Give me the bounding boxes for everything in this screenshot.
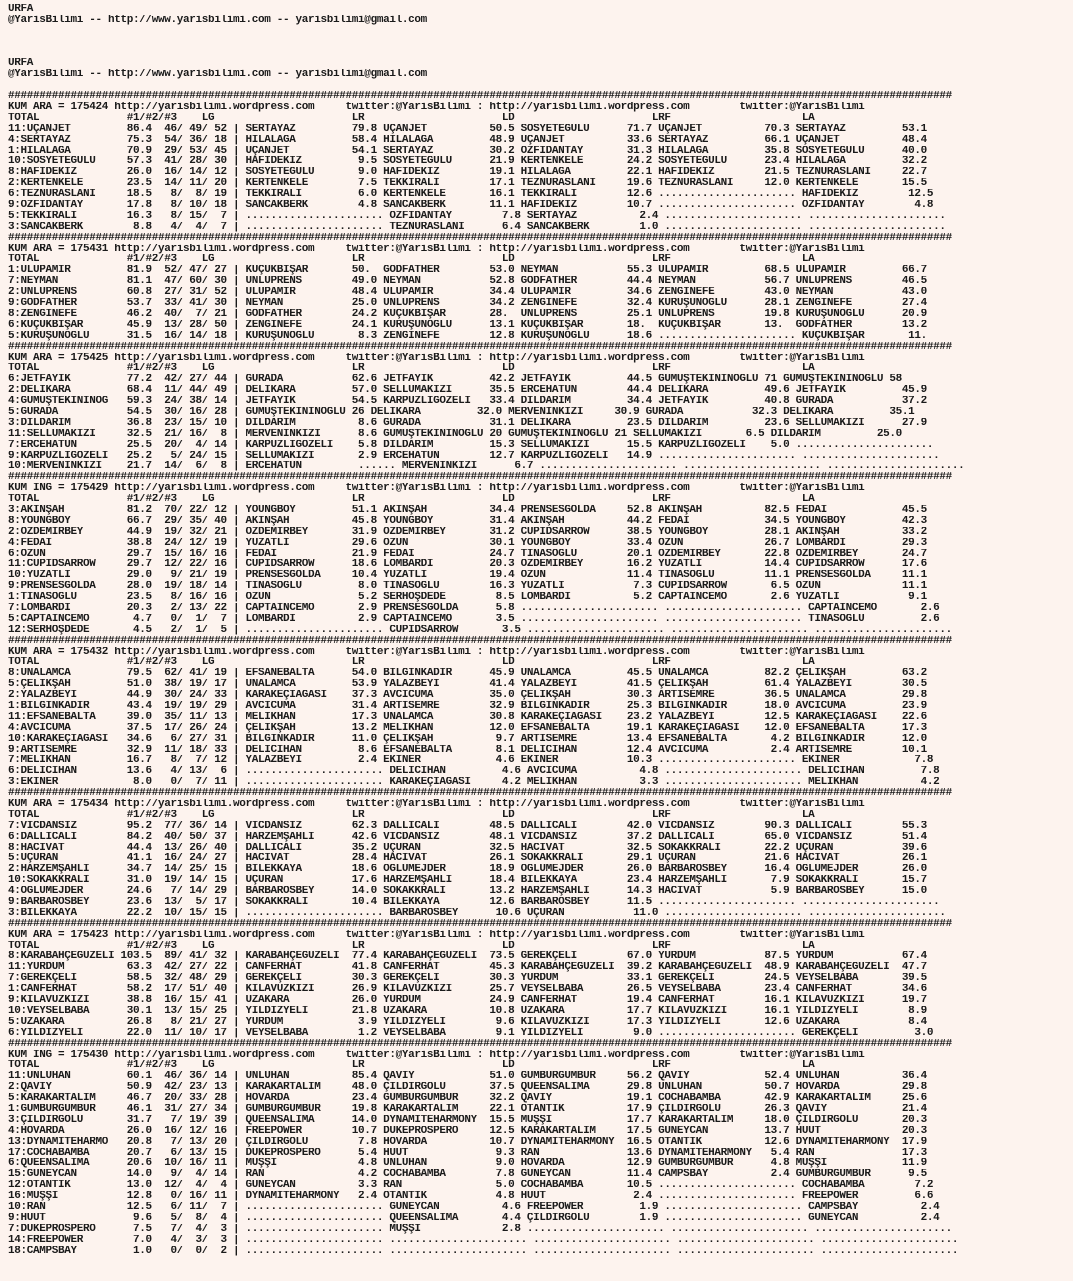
report-line: 3:DİLDARIM 36.8 23/ 15/ 10 | DİLDARIM 8.6 GURADA 31.1 DELİKARA 23.5 DİLDARIM 23.6 SELLUMAKIZI 27.9 xyxy=(8,417,927,429)
report-line: KUM ARA = 175431 http://yarisbilimi.wordpress.com twitter:@YarisBilimi : http://yarisbilimi.wordpress.com twitter:@YarisBilimi xyxy=(8,243,865,255)
report-line: ####################################################################################################################################################### xyxy=(8,91,952,103)
report-line: 16:MUŞŞI 12.8 0/ 16/ 11 | DYNAMITEHARMONY 2.4 OTANTİK 4.8 HUUT 2.4 ...................... FREEPOWER 6.6 xyxy=(8,1191,934,1202)
report-line: 6:QUEENSALIMA 20.6 10/ 16/ 11 | MUŞŞI 4.8 ÜNLÜHAN 9.0 HOVARDA 12.9 GÜMBÜRGÜMBÜR 4.8 MUŞŞI 11.9 xyxy=(8,1158,927,1170)
report-line: 3:AKINŞAH 81.2 70/ 22/ 12 | YOUNGBOY 51.1 AKINŞAH 34.4 PRENSESGOLDA 52.8 AKINŞAH 82.5 FEDAİ 45.5 xyxy=(8,504,927,516)
report-line: 15:GÜNEYCAN 14.0 9/ 4/ 14 | RAN 4.2 COCHABAMBA 7.8 GÜNEYCAN 11.4 CAMPSBAY 2.4 GÜMBÜRGÜMBÜR 9.5 xyxy=(8,1169,927,1181)
report-line: 8:KARABAHÇEGÜZELİ 103.5 89/ 41/ 32 | KARABAHÇEGÜZELİ 77.4 KARABAHÇEGÜZELİ 73.5 GEREKÇELİ 67.0 YURDUM 87.5 YURDUM 67.4 xyxy=(8,951,927,963)
report-line: 6:ÖZUN 29.7 15/ 16/ 16 | FEDAİ 21.9 FEDAİ 24.7 TINASOGLU 20.1 ÖZDEMİRBEY 22.8 ÖZDEMİRBEY 24.7 xyxy=(8,548,927,560)
report-line: 5:GURADA 54.5 30/ 16/ 28 | GÜMÜŞTEKİNİNOĞLU 26 DELİKARA 32.0 MERVENİNKIZI 30.9 GURADA 32.3 DELİKARA 35.1 xyxy=(8,406,915,418)
report-line: 9:ARTİSEMRE 32.9 11/ 18/ 33 | DELİCİHAN 8.6 EFSANEBALTA 8.1 DELİCİHAN 12.4 AVCICUMA 2.4 ARTİSEMRE 10.1 xyxy=(8,744,927,756)
report-line: 6:DELİCİHAN 13.6 4/ 13/ 6 | ...................... DELİCİHAN 4.6 AVCICUMA 4.8 ...................... DELİCİHAN 7.8 xyxy=(8,766,940,778)
report-line: 1:GÜMBÜRGÜMBÜR 46.1 31/ 27/ 34 | GÜMBÜRGÜMBÜR 19.8 KARAKARTALIM 22.1 OTANTİK 17.9 ÇILDIRGÖLÜ 26.3 QAVIY 21.4 xyxy=(8,1103,927,1115)
report-line: 10:MERVENİNKIZI 21.7 14/ 6/ 8 | ERCEHATUN ...... MERVENİNKIZI 6.7 ...................... ...................... ...................... xyxy=(8,461,965,473)
report-line: 13:DYNAMITEHARMO 20.8 7/ 13/ 20 | ÇILDIRGÖLÜ 7.8 HOVARDA 10.7 DYNAMITEHARMONY 16.5 OTANTİK 12.6 DYNAMITEHARMONY 17.9 xyxy=(8,1136,927,1148)
report-line: 4:HOVARDA 26.0 16/ 12/ 16 | FREEPOWER 10.7 DUKEPROSPERO 12.5 KARAKARTALIM 17.5 GÜNEYCAN 13.7 HUUT 20.3 xyxy=(8,1125,927,1137)
report-line: 12:SERHOŞDEDE 4.5 2/ 1/ 5 | ...................... CUPİDSARROW 3.5 ...................... ...................... ...................... xyxy=(8,624,952,636)
report-line: ####################################################################################################################################################### xyxy=(8,788,952,800)
report-line: KUM ARA = 175434 http://yarisbilimi.wordpress.com twitter:@YarisBilimi : http://yarisbilimi.wordpress.com twitter:@YarisBilimi xyxy=(8,799,865,810)
report-line: 18:CAMPSBAY 1.0 0/ 0/ 2 | ...................... ...................... ...................... ...................... ...................... xyxy=(8,1245,959,1257)
report-line: 8:HAFİDEKIZ 26.0 16/ 14/ 12 | SOSYETEGÜLÜ 9.0 HAFİDEKIZ 19.1 HILALAGA 22.1 HAFİDEKIZ 21.5 TEZNURASLANI 22.7 xyxy=(8,167,927,179)
report-line: 7:NEYMAN 81.1 47/ 60/ 30 | ÜNLÜPRENS 49.0 NEYMAN 52.8 GODFATHER 44.4 NEYMAN 56.7 ÜNLÜPRENS 46.5 xyxy=(8,276,927,288)
report-line: 11:SELLUMAKIZI 32.5 21/ 16/ 8 | MERVENİNKIZI 8.6 GÜMÜŞTEKİNİNOĞLU 20 GÜMÜŞTEKİNİNOĞLU 21 SELLUMAKIZI 6.5 DİLDARIM 25.0 xyxy=(8,428,902,440)
report-line: KUM ARA = 175423 http://yarisbilimi.wordpress.com twitter:@YarisBilimi : http://yarisbilimi.wordpress.com twitter:@YarisBilimi xyxy=(8,929,865,941)
report-line: TOTAL #1/#2/#3 LG LR LD LRF LA xyxy=(8,112,815,124)
report-line: 11:ÜNLÜHAN 60.1 46/ 36/ 14 | ÜNLÜHAN 85.4 QAVIY 51.0 GÜMBÜRGÜMBÜR 56.2 QAVIY 52.4 ÜNLÜHAN 36.4 xyxy=(8,1071,927,1083)
report-line: 5:ÇELİKŞAH 51.0 38/ 19/ 17 | ÜNALAMCA 53.9 YALAZBEYİ 41.4 YALAZBEYİ 41.5 ÇELİKŞAH 61.4 YALAZBEYİ 30.5 xyxy=(8,679,927,691)
report-line: 9:BARBAROSBEY 23.6 13/ 5/ 17 | SOKAKKRALI 10.4 BİLEKKAYA 12.6 BARBAROSBEY 11.5 ...................... ...................... xyxy=(8,897,940,908)
report-line: KUM ARA = 175432 http://yarisbilimi.wordpress.com twitter:@YarisBilimi : http://yarisbilimi.wordpress.com twitter:@YarisBilimi xyxy=(8,646,865,658)
report-line: 10:RAN 12.5 6/ 11/ 7 | ...................... GÜNEYCAN 4.6 FREEPOWER 1.9 ...................... CAMPSBAY 2.4 xyxy=(8,1201,940,1213)
report-line: 2:ÖZDEMİRBEY 44.9 19/ 32/ 21 | ÖZDEMİRBEY 31.9 ÖZDEMİRBEY 31.2 CUPİDSARROW 38.5 YOUNGBOY 28.1 AKINŞAH 33.2 xyxy=(8,526,927,538)
report-line: ####################################################################################################################################################### xyxy=(8,341,952,353)
report-line: 7:LOMBARDI 20.3 2/ 13/ 22 | CAPTAINCEMO 2.9 PRENSESGOLDA 5.8 ...................... ...................... CAPTAINCEMO 2.6 xyxy=(8,602,940,614)
report-line: 4:AVCICUMA 37.5 17/ 26/ 24 | ÇELİKŞAH 13.2 MELİKHAN 12.0 EFSANEBALTA 19.1 KARAKEÇİAĞASI 12.0 EFSANEBALTA 17.3 xyxy=(8,722,927,734)
report-line: 8:ZENGİNEFE 46.2 40/ 7/ 21 | GODFATHER 24.2 KUÇUKBİŞAR 28. ÜNLÜPRENS 25.1 ÜNLÜPRENS 19.8 KURUŞUNOĞLU 20.9 xyxy=(8,308,927,320)
report-line: 5:UÇURAN 41.1 16/ 24/ 27 | HACIVAT 28.4 HACIVAT 26.1 SOKAKKRALI 29.1 UÇURAN 21.6 HACIVAT 26.1 xyxy=(8,853,927,865)
report-line: 4:GÜMÜŞTEKİNİNOĞ 59.3 24/ 38/ 14 | JETFAYİK 54.5 KARPUZLIGÖZELİ 33.4 DİLDARIM 34.4 JETFAYİK 40.8 GURADA 37.2 xyxy=(8,396,927,407)
report-line: 10:SOSYETEGÜLÜ 57.3 41/ 28/ 30 | HAFİDEKIZ 9.5 SOSYETEGÜLÜ 21.9 KERTENKELE 24.2 SOSYETEGÜLÜ 23.4 HILALAGA 32.2 xyxy=(8,156,927,168)
report-line: KUM ARA = 175425 http://yarisbilimi.wordpress.com twitter:@YarisBilimi : http://yarisbilimi.wordpress.com twitter:@YarisBilimi xyxy=(8,352,865,364)
report-line: 6:YILDIZYELİ 22.0 11/ 10/ 17 | VEYSELBABA 1.2 VEYSELBABA 9.1 YILDIZYELİ 9.0 ...................... GEREKÇELİ 3.0 xyxy=(8,1027,934,1039)
report-line: ####################################################################################################################################################### xyxy=(8,918,952,930)
report-line: 2:QAVIY 50.9 42/ 23/ 13 | KARAKARTALIM 48.0 ÇILDIRGÖLÜ 37.5 QUEENSALIMA 29.8 ÜNLÜHAN 50.7 HOVARDA 29.8 xyxy=(8,1082,927,1094)
report-line: 7:GEREKÇELİ 58.5 32/ 48/ 29 | GEREKÇELİ 30.3 GEREKÇELİ 30.3 YURDUM 33.1 GEREKÇELİ 24.5 VEYSELBABA 39.5 xyxy=(8,973,927,985)
report-line: TOTAL #1/#2/#3 LG LR LD LRF LA xyxy=(8,363,815,375)
report-line: 7:DUKEPROSPERO 7.5 7/ 4/ 3 | ...................... MUŞŞI 2.8 ...................... ...................... ...................... xyxy=(8,1223,952,1235)
report-line: 2:HARZEMŞAHLI 34.7 14/ 25/ 15 | BİLEKKAYA 18.6 OĞLUMEJDER 18.9 OĞLUMEJDER 26.0 BARBAROSBEY 16.4 OĞLUMEJDER 26.0 xyxy=(8,864,927,876)
report-line: KUM ARA = 175424 http://yarisbilimi.wordpress.com twitter:@YarisBilimi : http://yarisbilimi.wordpress.com twitter:@YarisBilimi xyxy=(8,102,865,113)
report-line: 10:VEYSELBABA 30.1 13/ 15/ 25 | YILDIZYELİ 21.8 UZAKARA 10.8 UZAKARA 17.7 KILAVUZKIZI 16.1 YILDIZYELİ 8.9 xyxy=(8,1005,927,1017)
report-line: 6:TEZNURASLANI 18.5 8/ 8/ 19 | TEKKIRALI 6.0 KERTENKELE 16.1 TEKKIRALI 12.6 ...................... HAFİDEKIZ 12.5 xyxy=(8,189,934,201)
report-line: 4:SERTAYAZ 75.3 54/ 36/ 18 | HILALAGA 58.4 HILALAGA 48.9 UÇANJET 33.6 SERTAYAZ 66.1 UÇANJET 48.4 xyxy=(8,134,927,146)
report-line: TOTAL #1/#2/#3 LG LR LD LRF LA xyxy=(8,1060,815,1072)
report-line: 5:TEKKIRALI 16.3 8/ 15/ 7 | ...................... ÖZFİDANTAY 7.8 SERTAYAZ 2.4 ...................... ...................... xyxy=(8,210,946,222)
report-line: 9:GODFATHER 53.7 33/ 41/ 30 | NEYMAN 25.0 ÜNLÜPRENS 34.2 ZENGİNEFE 32.4 KURUŞUNOĞLU 28.1 ZENGİNEFE 27.4 xyxy=(8,298,927,309)
report-line: KUM ING = 175429 http://yarisbilimi.wordpress.com twitter:@YarisBilimi : http://yarisbilimi.wordpress.com twitter:@YarisBilimi xyxy=(8,483,865,495)
report-line xyxy=(8,37,1073,48)
report-line: 6:KUÇUKBİŞAR 45.9 13/ 28/ 50 | ZENGİNEFE 24.1 KURUŞUNOĞLU 13.1 KUÇUKBİŞAR 18. KUÇUKBİŞAR 13. GODFATHER 13.2 xyxy=(8,319,927,331)
report-line: 9:KILAVUZKIZI 38.8 16/ 15/ 41 | UZAKARA 26.0 YURDUM 24.9 CANFERHAT 19.4 CANFERHAT 16.1 KILAVUZKIZI 19.7 xyxy=(8,995,927,1006)
report-line: ####################################################################################################################################################### xyxy=(8,232,952,244)
report-line: TOTAL #1/#2/#3 LG LR LD LRF LA xyxy=(8,940,815,952)
report-line: 5:KURUŞUNOĞLU 31.5 16/ 14/ 18 | KURUŞUNOĞLU 8.3 ZENGİNEFE 12.8 KURUŞUNOĞLU 18.6 ...................... KUÇUKBİŞAR 11. xyxy=(8,330,927,342)
report-line: 5:UZAKARA 26.8 8/ 21/ 27 | YURDUM 3.9 YILDIZYELİ 9.6 KILAVUZKIZI 17.3 YILDIZYELİ 12.6 UZAKARA 8.4 xyxy=(8,1016,927,1028)
report-line: 12:OTANTİK 13.0 12/ 4/ 4 | GÜNEYCAN 3.3 RAN 5.0 COCHABAMBA 10.5 ...................... COCHABAMBA 7.2 xyxy=(8,1180,934,1192)
report-line: URFA xyxy=(8,58,34,70)
report-line: 3:SANCAKBERK 8.8 4/ 4/ 7 | ...................... TEZNURASLANI 6.4 SANCAKBERK 1.0 ...................... ...................... xyxy=(8,221,946,233)
report-line: 7:VİCDANSIZ 95.2 77/ 36/ 14 | VİCDANSIZ 62.3 DALLICALI 48.5 DALLICALI 42.0 VİCDANSIZ 90.3 DALLICALI 55.3 xyxy=(8,820,927,832)
report-line: 2:DELİKARA 68.4 11/ 44/ 49 | DELİKARA 57.0 SELLUMAKIZI 35.5 ERCEHATUN 44.4 DELİKARA 49.6 JETFAYİK 45.9 xyxy=(8,385,927,397)
report-line: 1:TINASOGLU 23.5 8/ 16/ 16 | ÖZUN 5.2 SERHOŞDEDE 8.5 LOMBARDI 5.2 CAPTAINCEMO 2.6 YUZATLI 9.1 xyxy=(8,592,927,603)
report-line: @YarisBilimi -- http://www.yarisbilimi.com -- yarisbilimi@gmail.com xyxy=(8,14,427,26)
report-line: 1:HILALAGA 70.9 29/ 53/ 45 | UÇANJET 54.1 SERTAYAZ 30.2 ÖZFİDANTAY 31.3 HILALAGA 35.8 SOSYETEGÜLÜ 40.0 xyxy=(8,145,927,157)
report-line: 3:EKİNER 8.0 0/ 7/ 11 | ...................... KARAKEÇİAĞASI 4.2 MELİKHAN 3.3 ...................... MELİKHAN 4.2 xyxy=(8,777,940,789)
report-line: 8:YOUNGBOY 66.7 29/ 35/ 40 | AKINŞAH 45.8 YOUNGBOY 31.4 AKINŞAH 44.2 FEDAİ 34.5 YOUNGBOY 42.3 xyxy=(8,515,927,527)
report-line: 7:ERCEHATUN 25.5 20/ 4/ 14 | KARPUZLIGÖZELİ 5.8 DİLDARIM 15.3 SELLUMAKIZI 15.5 KARPUZLIGÖZELİ 5.0 ...................... xyxy=(8,439,934,451)
report-line: 9:HUUT 9.6 5/ 8/ 4 | ...................... QUEENSALIMA 4.4 ÇILDIRGÖLÜ 1.9 ...................... GÜNEYCAN 2.4 xyxy=(8,1212,940,1224)
report-line: 2:KERTENKELE 23.5 14/ 11/ 20 | KERTENKELE 7.5 TEKKIRALI 17.1 TEZNURASLANI 19.6 TEZNURASLANI 12.0 KERTENKELE 15.5 xyxy=(8,178,927,190)
report-line: 11:CUPİDSARROW 29.7 12/ 22/ 16 | CUPİDSARROW 18.6 LOMBARDI 20.3 ÖZDEMİRBEY 16.2 YUZATLI 14.4 CUPİDSARROW 17.6 xyxy=(8,559,927,571)
report-line: TOTAL #1/#2/#3 LG LR LD LRF LA xyxy=(8,809,815,821)
report-line: 2:YALAZBEYİ 44.9 30/ 24/ 33 | KARAKEÇİAĞASI 37.3 AVCICUMA 35.0 ÇELİKŞAH 30.3 ARTİSEMRE 36.5 ÜNALAMCA 29.8 xyxy=(8,690,927,701)
report-line: 2:ÜNLÜPRENS 60.8 27/ 31/ 52 | ULUPAMİR 48.4 ULUPAMİR 34.4 ULUPAMİR 34.6 ZENGİNEFE 43.0 NEYMAN 43.0 xyxy=(8,287,927,299)
report-line: 10:YUZATLI 29.0 9/ 21/ 19 | PRENSESGOLDA 10.4 YUZATLI 19.4 ÖZUN 11.4 TINASOGLU 11.1 PRENSESGOLDA 11.1 xyxy=(8,570,927,582)
report-line: 4:OĞLUMEJDER 24.6 7/ 14/ 29 | BARBAROSBEY 14.0 SOKAKKRALI 13.2 HARZEMŞAHLI 14.3 HACIVAT 5.9 BARBAROSBEY 15.0 xyxy=(8,886,927,898)
report-line: 9:KARPUZLIGÖZELİ 25.2 5/ 24/ 15 | SELLUMAKIZI 2.9 ERCEHATUN 12.7 KARPUZLIGÖZELİ 14.9 ...................... ...................... xyxy=(8,450,940,462)
report-line: ####################################################################################################################################################### xyxy=(8,635,952,647)
report-line: 8:HACIVAT 44.4 13/ 26/ 40 | DALLICALI 35.2 UÇURAN 32.5 HACIVAT 32.5 SOKAKKRALI 22.2 UÇURAN 39.6 xyxy=(8,842,927,854)
report-line xyxy=(8,80,1073,91)
report-line: 11:UÇANJET 86.4 46/ 49/ 52 | SERTAYAZ 79.8 UÇANJET 50.5 SOSYETEGÜLÜ 71.7 UÇANJET 70.3 SERTAYAZ 53.1 xyxy=(8,123,927,135)
report-line: 11:EFSANEBALTA 39.0 35/ 11/ 13 | MELİKHAN 17.3 ÜNALAMCA 30.8 KARAKEÇİAĞASI 23.2 YALAZBEYİ 12.5 KARAKEÇİAĞASI 22.6 xyxy=(8,711,927,723)
report-line: 6:DALLICALI 84.2 40/ 50/ 37 | HARZEMŞAHLI 42.6 VİCDANSIZ 48.1 VİCDANSIZ 37.2 DALLICALI 65.0 VİCDANSIZ 51.4 xyxy=(8,831,927,843)
report-line: 7:MELİKHAN 16.7 8/ 7/ 12 | YALAZBEYİ 2.4 EKİNER 4.6 EKİNER 10.3 ...................... EKİNER 7.8 xyxy=(8,755,934,767)
report-line: 14:FREEPOWER 7.0 4/ 3/ 3 | ...................... ...................... ...................... ...................... ...................... xyxy=(8,1234,959,1246)
report-line: 5:KARAKARTALIM 46.7 20/ 33/ 28 | HOVARDA 23.4 GÜMBÜRGÜMBÜR 32.2 QAVIY 19.1 COCHABAMBA 42.9 KARAKARTALIM 25.6 xyxy=(8,1093,927,1104)
report-line: 1:BİLGİNKADİR 43.4 19/ 19/ 29 | AVCICUMA 31.4 ARTİSEMRE 32.9 BİLGİNKADİR 25.3 BİLGİNKADİR 18.0 AVCICUMA 23.9 xyxy=(8,701,927,712)
report-line: 10:KARAKEÇİAĞASI 34.6 6/ 27/ 31 | BİLGİNKADİR 11.0 ÇELİKŞAH 9.7 ARTİSEMRE 13.4 EFSANEBALTA 4.2 BİLGİNKADİR 12.0 xyxy=(8,733,927,745)
report-line xyxy=(8,26,1073,37)
report-line: 10:SOKAKKRALI 31.0 19/ 14/ 15 | UÇURAN 17.6 HARZEMŞAHLI 18.4 BİLEKKAYA 23.4 HARZEMŞAHLI 7.9 SOKAKKRALI 15.7 xyxy=(8,875,927,887)
report-line xyxy=(8,48,1073,59)
report-line: 8:ÜNALAMCA 79.5 62/ 41/ 19 | EFSANEBALTA 54.0 BİLGİNKADİR 45.9 ÜNALAMCA 45.5 ÜNALAMCA 82.2 ÇELİKŞAH 63.2 xyxy=(8,668,927,680)
report-line: @YarisBilimi -- http://www.yarisbilimi.com -- yarisbilimi@gmail.com xyxy=(8,69,427,81)
report-line: 9:ÖZFİDANTAY 17.8 8/ 10/ 18 | SANCAKBERK 4.8 SANCAKBERK 11.1 HAFİDEKIZ 10.7 ...................... ÖZFİDANTAY 4.8 xyxy=(8,200,934,211)
report-line: 5:CAPTAINCEMO 4.7 0/ 1/ 7 | LOMBARDI 2.9 CAPTAINCEMO 3.5 ...................... ...................... TINASOGLU 2.6 xyxy=(8,613,940,625)
report-line: 4:FEDAİ 38.8 24/ 12/ 19 | YUZATLI 29.6 ÖZUN 30.1 YOUNGBOY 33.4 ÖZUN 26.7 LOMBARDI 29.3 xyxy=(8,537,927,549)
report-line: 6:JETFAYİK 77.2 42/ 27/ 44 | GURADA 62.6 JETFAYİK 42.2 JETFAYİK 44.5 GÜMÜŞTEKİNİNOĞLU 71 GÜMÜŞTEKİNİNOĞLU 58 xyxy=(8,374,902,386)
report-line: 3:BİLEKKAYA 22.2 10/ 15/ 15 | ...................... BARBAROSBEY 10.6 UÇURAN 11.0 ...................... ...................... xyxy=(8,907,946,919)
report-line: ####################################################################################################################################################### xyxy=(8,1038,952,1050)
report-line: TOTAL #1/#2/#3 LG LR LD LRF LA xyxy=(8,657,815,669)
report-line: URFA xyxy=(8,4,34,15)
report-line: 1:ULUPAMİR 81.9 52/ 47/ 27 | KUÇUKBİŞAR 50. GODFATHER 53.0 NEYMAN 55.3 ULUPAMİR 68.5 ULUPAMİR 66.7 xyxy=(8,265,927,277)
report-line: TOTAL #1/#2/#3 LG LR LD LRF LA xyxy=(8,254,815,266)
report-line: 17:COCHABAMBA 20.7 6/ 13/ 15 | DUKEPROSPERO 5.4 HUUT 9.3 RAN 13.6 DYNAMITEHARMONY 5.4 RAN 17.3 xyxy=(8,1147,927,1159)
report-line: KUM ING = 175430 http://yarisbilimi.wordpress.com twitter:@YarisBilimi : http://yarisbilimi.wordpress.com twitter:@YarisBilimi xyxy=(8,1049,865,1061)
report-line: 9:PRENSESGOLDA 28.0 19/ 18/ 14 | TINASOGLU 8.0 TINASOGLU 16.3 YUZATLI 7.3 CUPİDSARROW 6.5 ÖZUN 11.1 xyxy=(8,581,927,593)
report-line: 1:CANFERHAT 58.2 17/ 51/ 40 | KILAVUZKIZI 26.9 KILAVUZKIZI 25.7 VEYSELBABA 26.5 VEYSELBABA 23.4 CANFERHAT 34.6 xyxy=(8,984,927,996)
report-line: 11:YURDUM 63.3 42/ 27/ 22 | CANFERHAT 41.8 CANFERHAT 45.3 KARABAHÇEGÜZELİ 39.2 KARABAHÇEGÜZELİ 48.9 KARABAHÇEGÜZELİ 47.7 xyxy=(8,962,927,974)
report-line: ####################################################################################################################################################### xyxy=(8,472,952,484)
report-line: TOTAL #1/#2/#3 LG LR LD LRF LA xyxy=(8,494,815,505)
report-line: 3:ÇILDIRGÖLÜ 31.7 7/ 19/ 39 | QUEENSALIMA 14.0 DYNAMITEHARMONY 15.5 MUŞŞI 17.7 KARAKARTALIM 18.0 ÇILDIRGÖLÜ 20.3 xyxy=(8,1114,927,1126)
